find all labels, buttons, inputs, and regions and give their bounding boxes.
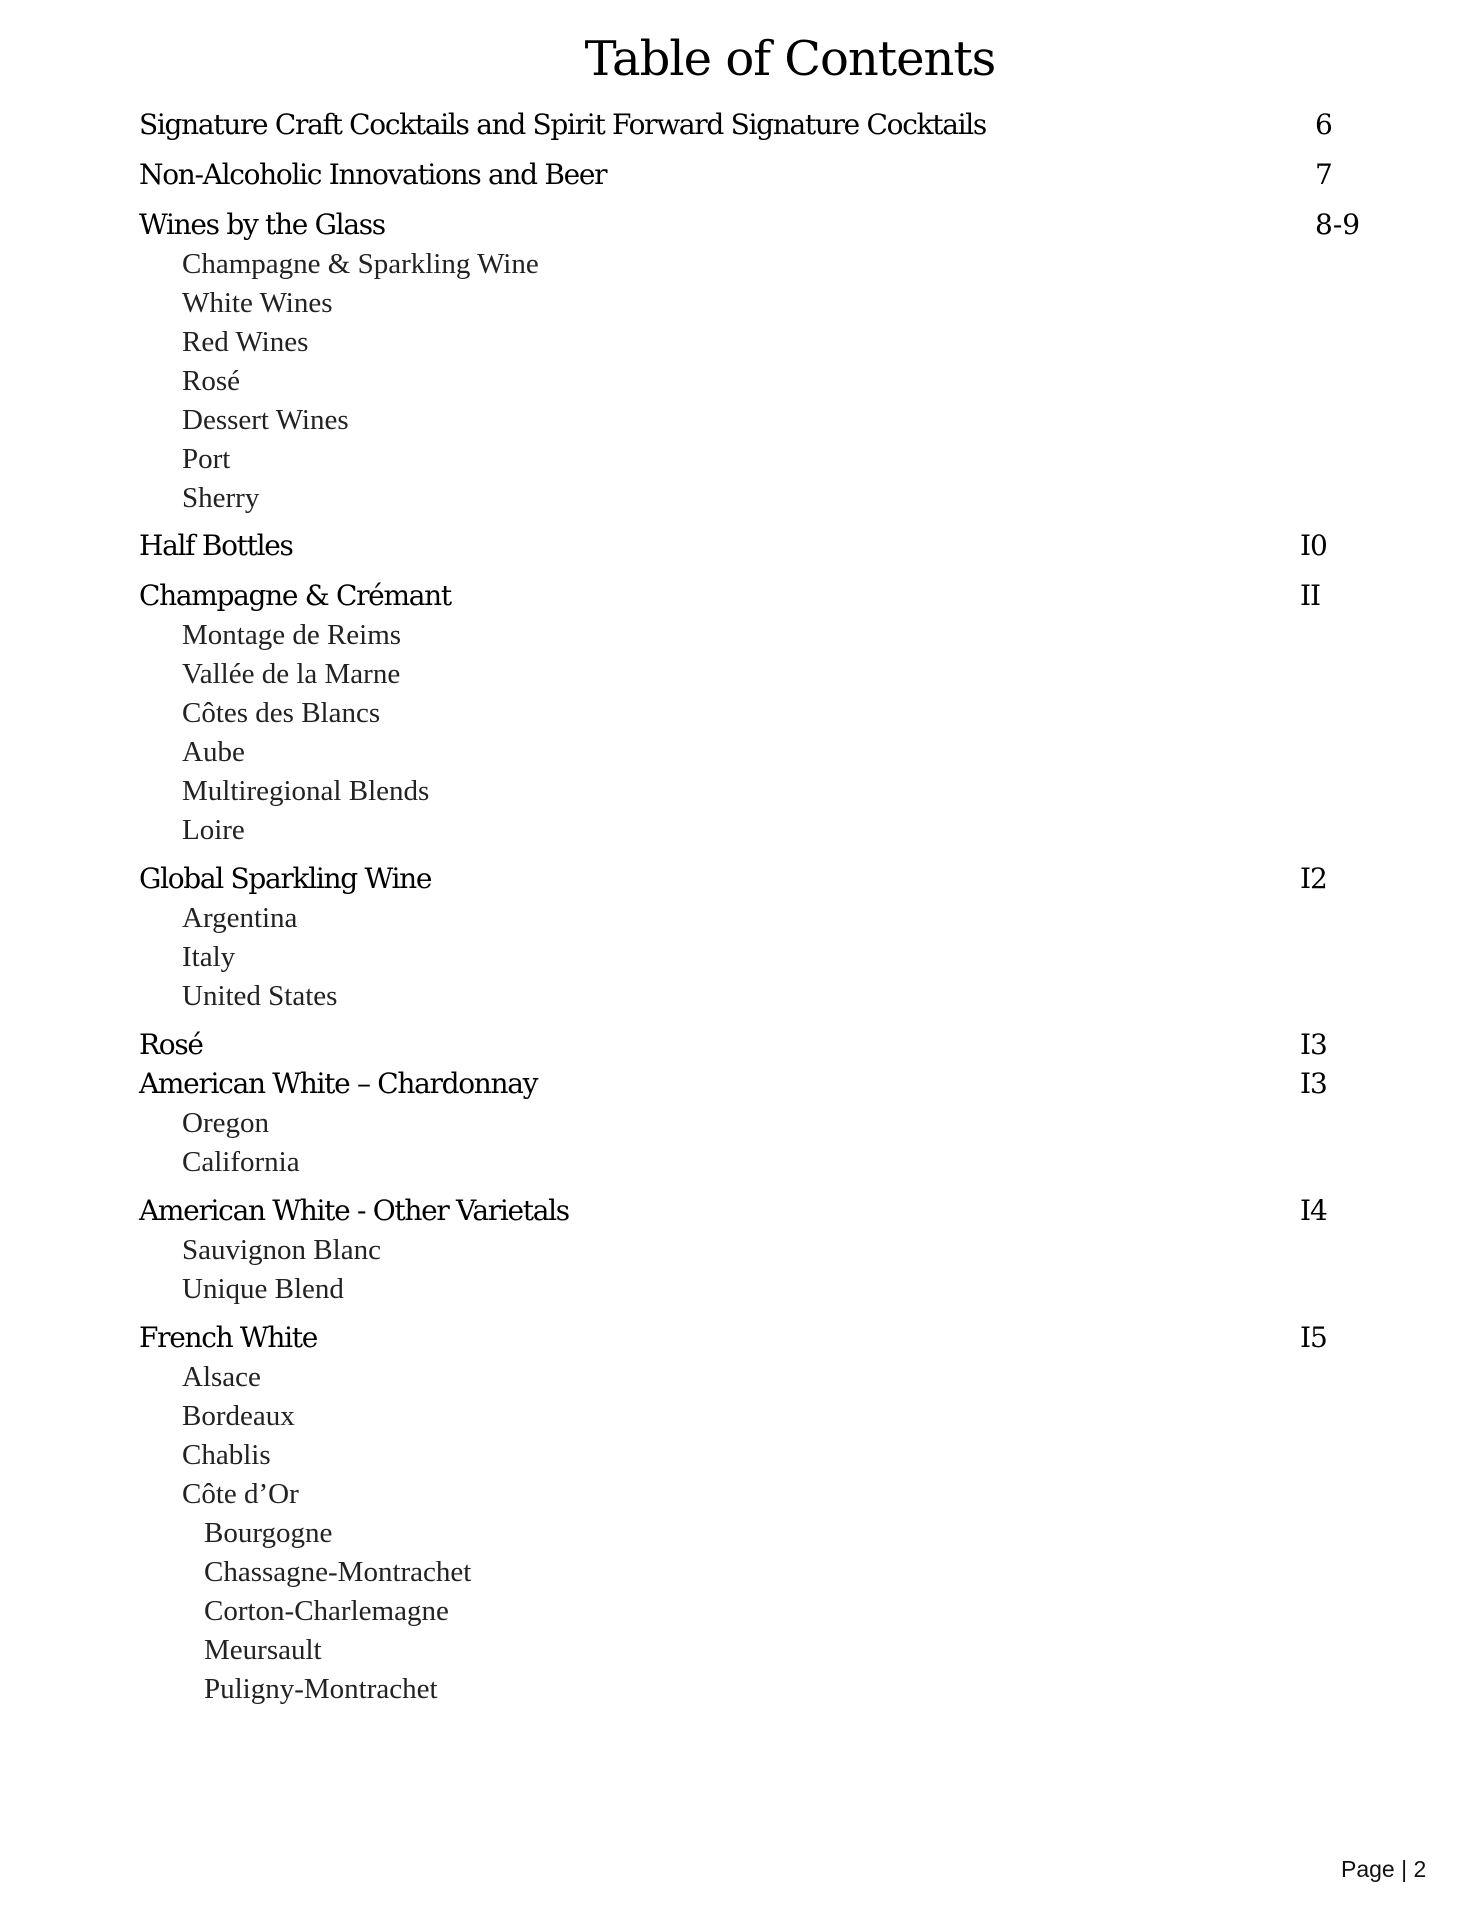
toc-heading: Global Sparkling Wine <box>139 862 432 895</box>
toc-entry-american-white-other[interactable] <box>0 1191 1484 1231</box>
toc-page-number: 7 <box>1315 158 1333 191</box>
toc-entry-champagne-cremant[interactable] <box>0 576 1484 616</box>
toc-heading: Half Bottles <box>139 529 293 562</box>
toc-page-number: 6 <box>1315 108 1333 141</box>
toc-subentry-level2[interactable]: Meursault <box>204 1634 322 1666</box>
toc-subentry[interactable]: Champagne & Sparkling Wine <box>182 248 539 280</box>
toc-heading: Non-Alcoholic Innovations and Beer <box>139 158 607 191</box>
toc-subentry[interactable]: United States <box>182 980 338 1012</box>
toc-subentry[interactable]: Côtes des Blancs <box>182 697 381 729</box>
toc-subentry-level2[interactable]: Puligny-Montrachet <box>204 1673 438 1705</box>
toc-heading: Champagne & Crémant <box>139 579 451 612</box>
toc-subentry[interactable]: Côte d’Or <box>182 1478 299 1510</box>
toc-entry-half-bottles[interactable] <box>0 526 1484 566</box>
toc-heading: Rosé <box>139 1028 203 1061</box>
toc-subentry[interactable]: Aube <box>182 736 245 768</box>
toc-subentry[interactable]: Oregon <box>182 1107 269 1139</box>
toc-page-number: I4 <box>1300 1194 1327 1227</box>
toc-entry-non-alcoholic[interactable] <box>0 155 1484 195</box>
toc-subentry[interactable]: Montage de Reims <box>182 619 402 651</box>
toc-subentry[interactable]: Bordeaux <box>182 1400 295 1432</box>
toc-subentry[interactable]: Chablis <box>182 1439 271 1471</box>
toc-entry-global-sparkling[interactable] <box>0 859 1484 899</box>
toc-subentry-level2[interactable]: Corton-Charlemagne <box>204 1595 449 1627</box>
toc-heading: Wines by the Glass <box>139 208 385 241</box>
toc-subentry[interactable]: Italy <box>182 941 236 973</box>
toc-subentry[interactable]: White Wines <box>182 287 333 319</box>
toc-entry-american-white-chardonnay[interactable] <box>0 1064 1484 1104</box>
toc-entry-french-white[interactable] <box>0 1318 1484 1358</box>
toc-page-number: II <box>1300 579 1321 612</box>
toc-entry-wines-by-the-glass[interactable] <box>0 205 1484 245</box>
toc-subentry[interactable]: Sauvignon Blanc <box>182 1234 381 1266</box>
toc-subentry-level2[interactable]: Bourgogne <box>204 1517 333 1549</box>
toc-subentry[interactable]: California <box>182 1146 300 1178</box>
toc-page-number: 8-9 <box>1315 208 1361 241</box>
toc-subentry[interactable]: Loire <box>182 814 245 846</box>
toc-page-number: I3 <box>1300 1067 1327 1100</box>
toc-page-number: I3 <box>1300 1028 1327 1061</box>
toc-heading: Signature Craft Cocktails and Spirit Forward Signature Cocktails <box>139 108 986 141</box>
toc-entry-rose[interactable] <box>0 1025 1484 1065</box>
page-title: Table of Contents <box>584 31 996 87</box>
toc-page-number: I2 <box>1300 862 1327 895</box>
toc-subentry[interactable]: Sherry <box>182 482 260 514</box>
toc-subentry[interactable]: Vallée de la Marne <box>182 658 401 690</box>
toc-subentry[interactable]: Rosé <box>182 365 240 397</box>
page-footer: Page | 2 <box>1341 1856 1427 1882</box>
toc-heading: American White – Chardonnay <box>139 1067 538 1100</box>
toc-page-number: I5 <box>1300 1321 1327 1354</box>
toc-subentry[interactable]: Red Wines <box>182 326 309 358</box>
toc-subentry[interactable]: Port <box>182 443 231 475</box>
toc-subentry[interactable]: Multiregional Blends <box>182 775 430 807</box>
toc-page-number: I0 <box>1300 529 1327 562</box>
toc-heading: French White <box>139 1321 318 1354</box>
toc-subentry-level2[interactable]: Chassagne-Montrachet <box>204 1556 472 1588</box>
toc-subentry[interactable]: Argentina <box>182 902 298 934</box>
toc-heading: American White - Other Varietals <box>139 1194 569 1227</box>
toc-subentry[interactable]: Unique Blend <box>182 1273 344 1305</box>
toc-subentry[interactable]: Alsace <box>182 1361 261 1393</box>
toc-entry-signature-cocktails[interactable] <box>0 105 1484 145</box>
toc-subentry[interactable]: Dessert Wines <box>182 404 349 436</box>
